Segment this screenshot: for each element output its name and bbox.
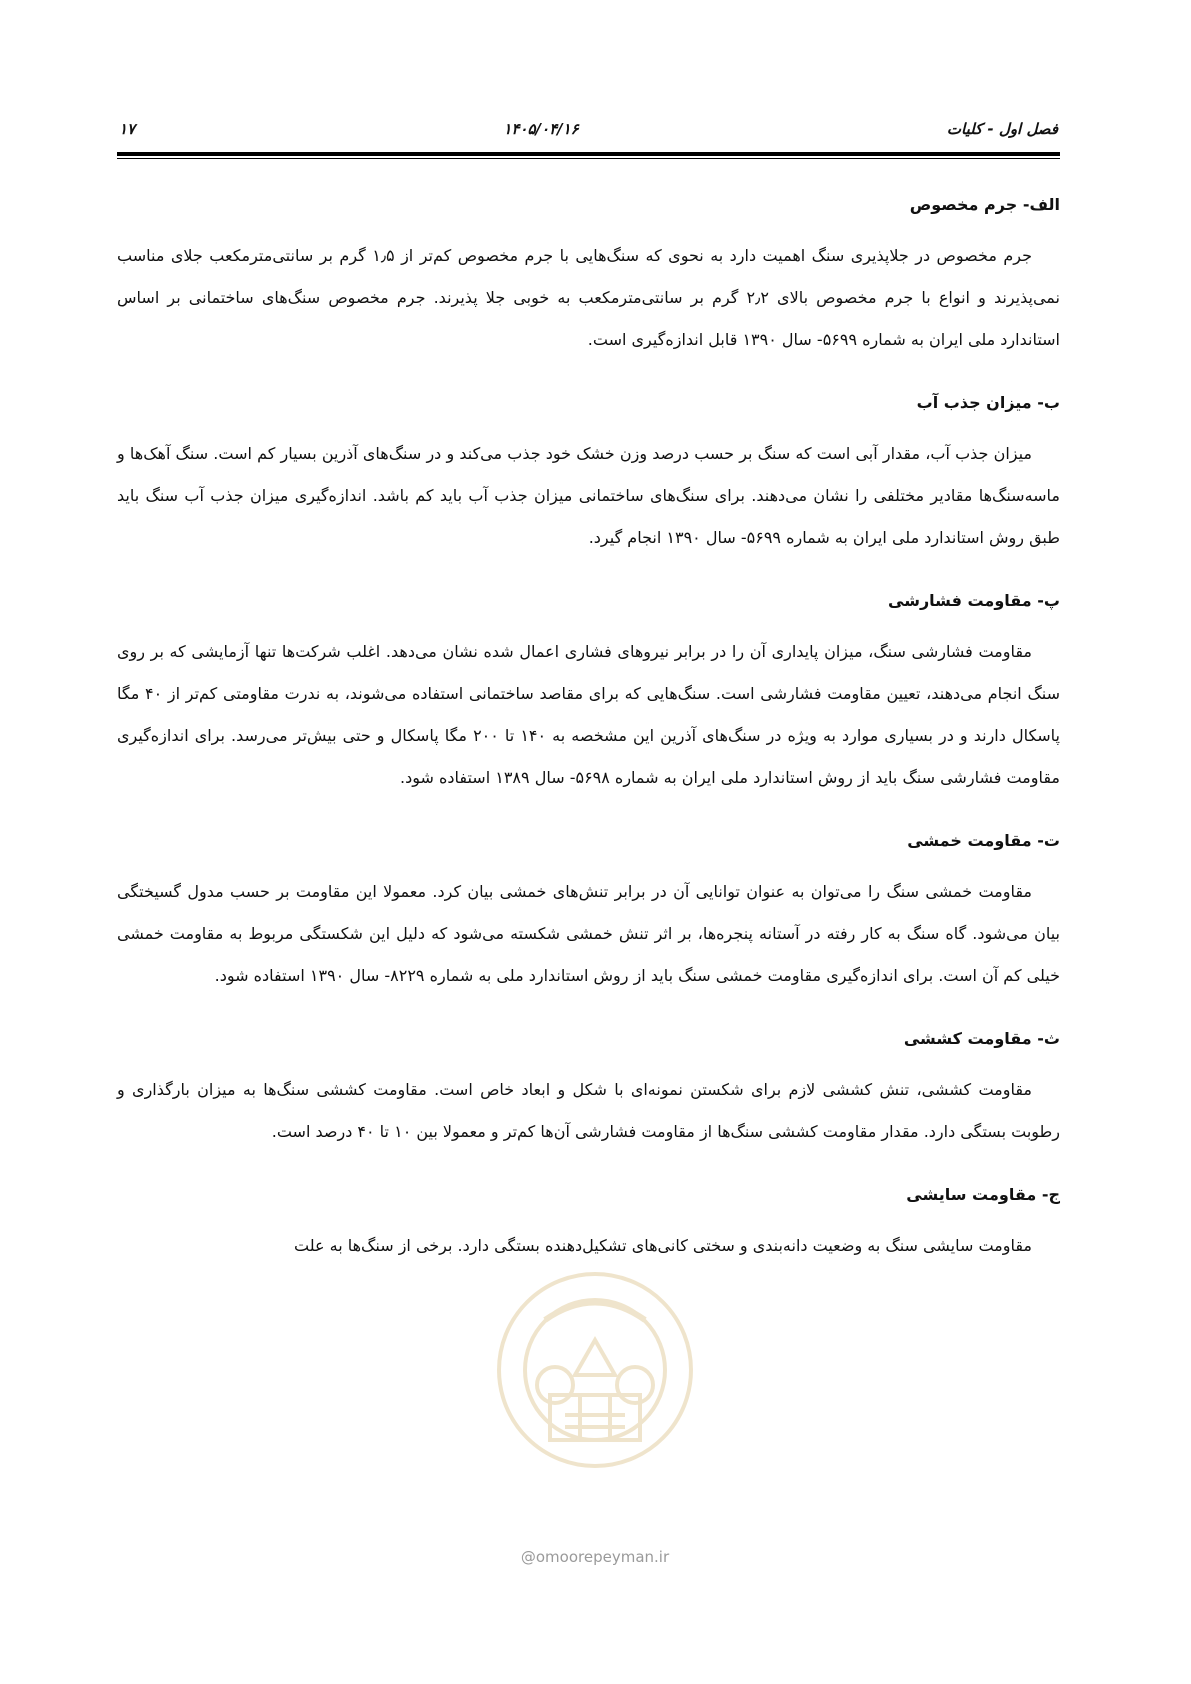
section-heading: ج- مقاومت سایشی [906,1185,1060,1204]
section-heading: پ- مقاومت فشارشی [888,591,1060,610]
section-tensile-strength [117,1025,1060,1153]
section-heading: ب- میزان جذب آب [916,393,1060,412]
header-rule-thick [117,152,1060,156]
section-paragraph: مقاومت خمشی سنگ را می‌توان به عنوان توانایی آن در برابر تنش‌های خمشی بیان کرد. معمولا این مقاومت بر حسب مدول گسیختگی بیان می‌شود. گاه سنگ به کار رفته در آستانه پنجره‌ها، بر اثر تنش خمشی شکسته می‌شود که دلیل این شکستگی مربوط به مقاومت خمشی خیلی کم آن است. برای اندازه‌گیری مقاومت خمشی سنگ باید از روش استاندارد ملی به شماره ۸۲۲۹- سال ۱۳۹۰ استفاده شود. [117,882,1060,985]
section-paragraph: مقاومت سایشی سنگ به وضعیت دانه‌بندی و سختی کانی‌های تشکیل‌دهنده بستگی دارد. برخی از سنگ‌ها به علت [293,1236,1032,1255]
section-flexural-strength [117,827,1060,997]
section-heading: ث- مقاومت کششی [903,1029,1060,1048]
section-paragraph: مقاومت کششی، تنش کششی لازم برای شکستن نمونه‌ای با شکل و ابعاد خاص است. مقاومت کششی سنگ‌ها به میزان بارگذاری و رطوبت بستگی دارد. مقدار مقاومت کششی سنگ‌ها از مقاومت فشارشی آن‌ها کم‌تر و معمولا بین ۱۰ تا ۴۰ درصد است. [117,1080,1060,1141]
document-page [117,120,1060,1620]
section-specific-gravity [117,191,1060,361]
chapter-title: فصل اول - کلیات [946,120,1058,138]
header-rule-thin [117,158,1060,159]
section-paragraph: میزان جذب آب، مقدار آبی است که سنگ بر حسب درصد وزن خشک خود جذب می‌کند و در سنگ‌های آذرین بسیار کم است. سنگ آهک‌ها و ماسه‌سنگ‌ها مقادیر مختلفی را نشان می‌دهند. برای سنگ‌های ساختمانی میزان جذب آب باید کم باشد. اندازه‌گیری میزان جذب آب سنگ باید طبق روش استاندارد ملی ایران به شماره ۵۶۹۹- سال ۱۳۹۰ انجام گیرد. [117,444,1060,547]
section-paragraph: جرم مخصوص در جلاپذیری سنگ اهمیت دارد به نحوی که سنگ‌هایی با جرم مخصوص کم‌تر از ۱٫۵ گرم بر سانتی‌مترمکعب جلای مناسب نمی‌پذیرند و انواع با جرم مخصوص بالای ۲٫۲ گرم بر سانتی‌مترمکعب به خوبی جلا پذیرند. جرم مخصوص سنگ‌های ساختمانی بر اساس استاندارد ملی ایران به شماره ۵۶۹۹- سال ۱۳۹۰ قابل اندازه‌گیری است. [117,246,1060,349]
section-heading: الف- جرم مخصوص [909,195,1060,214]
section-heading: ت- مقاومت خمشی [907,831,1060,850]
page-content [117,191,1060,1267]
page-number: ۱۷ [119,120,136,138]
section-compressive-strength [117,587,1060,799]
header-date: ۱۴۰۵/۰۴/۱۶ [503,120,579,138]
page-header [117,120,1060,146]
section-water-absorption [117,389,1060,559]
watermark-caption: @omoorepeyman.ir [520,1548,670,1566]
section-paragraph: مقاومت فشارشی سنگ، میزان پایداری آن را در برابر نیروهای فشاری اعمال شده نشان می‌دهد. اغلب شرکت‌ها تنها آزمایشی که بر روی سنگ انجام می‌دهند، تعیین مقاومت فشارشی است. سنگ‌هایی که برای مقاصد ساختمانی استفاده می‌شوند، به ندرت مقاومتی کم‌تر از ۴۰ مگا پاسکال دارند و در بسیاری موارد به ویژه در سنگ‌های آذرین این مشخصه به ۱۴۰ تا ۲۰۰ مگا پاسکال و حتی بیش‌تر می‌رسد. برای اندازه‌گیری مقاومت فشارشی سنگ باید از روش استاندارد ملی ایران به شماره ۵۶۹۸- سال ۱۳۸۹ استفاده شود. [117,642,1061,787]
section-abrasion-resistance [117,1181,1060,1267]
